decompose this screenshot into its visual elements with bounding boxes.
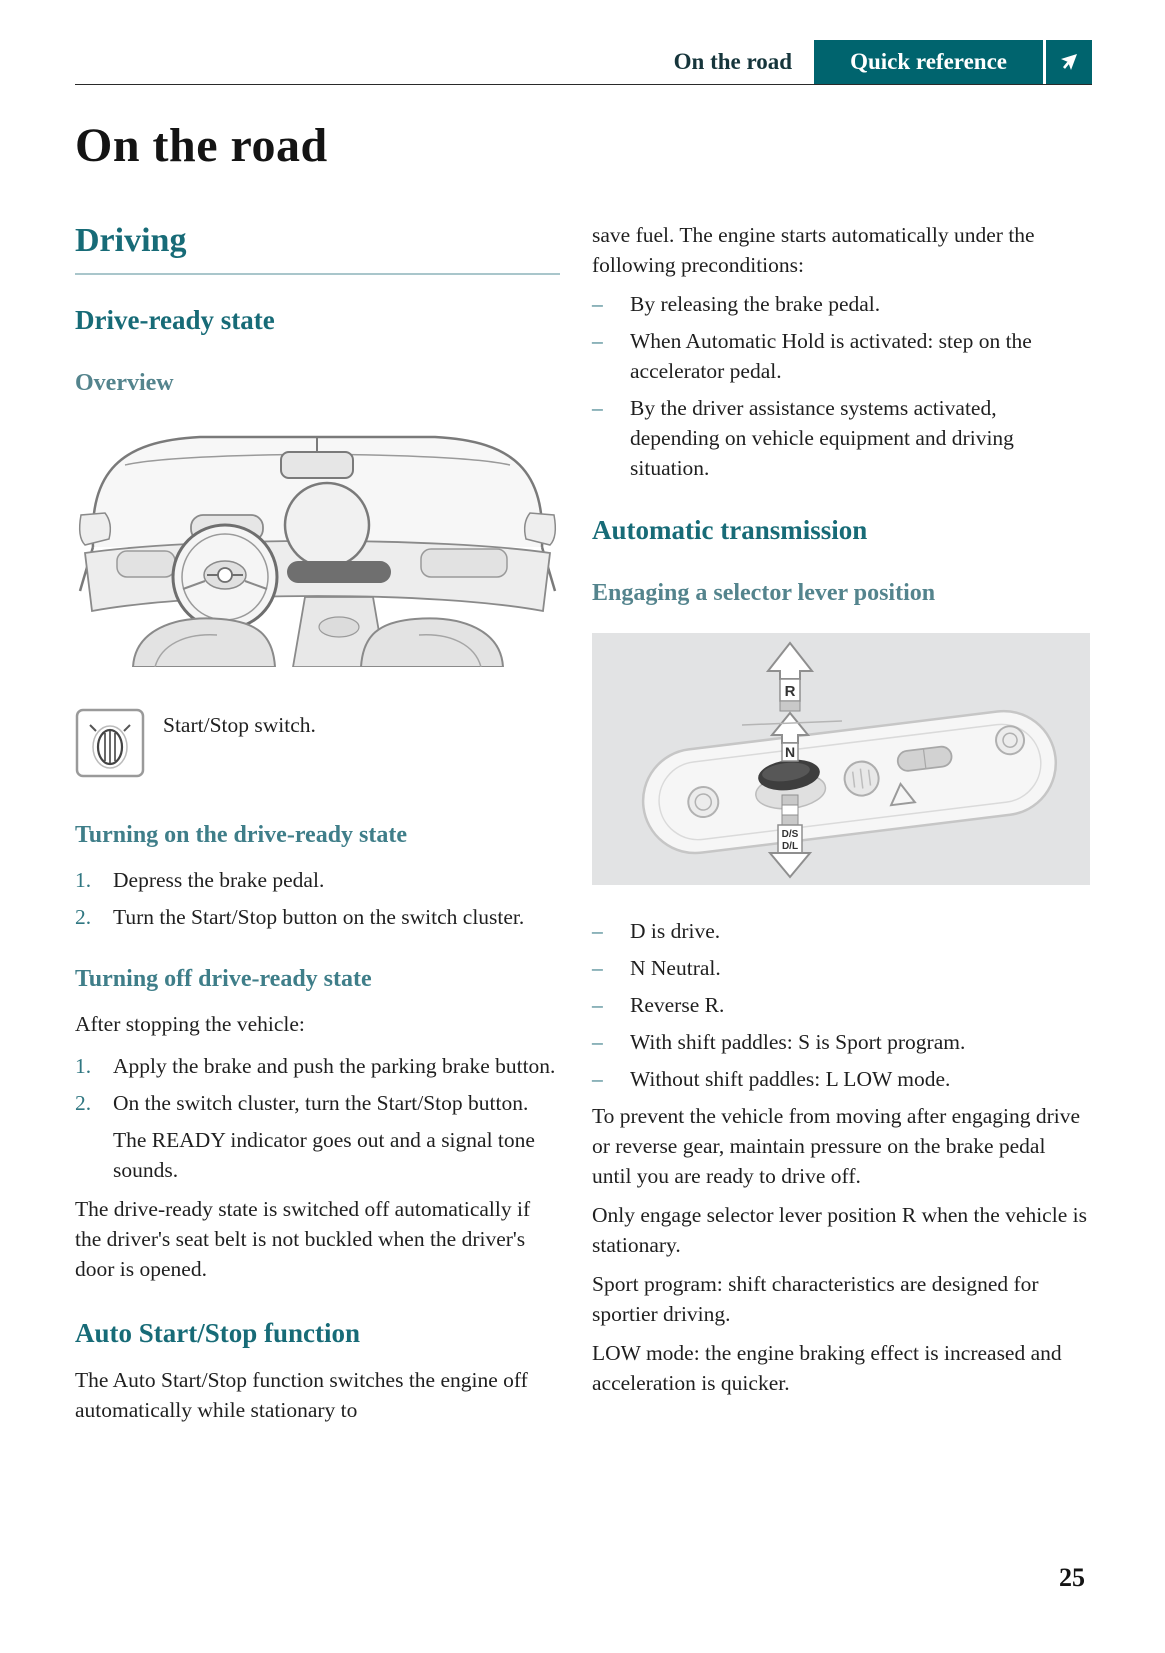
list-number: 2. xyxy=(75,1091,92,1115)
gear-list xyxy=(592,916,1090,1094)
page-header xyxy=(75,40,1092,84)
selector-label-ds: D/S xyxy=(781,829,799,840)
list-item xyxy=(592,326,1090,386)
list-item xyxy=(592,916,1090,946)
selector-label-r: R xyxy=(784,683,796,700)
selector-lever-illustration xyxy=(592,633,1090,885)
list-item xyxy=(592,289,1090,319)
list-text: Turn the Start/Stop button on the switch cluster. xyxy=(113,905,525,929)
list-text: Without shift paddles: L LOW mode. xyxy=(630,1067,951,1091)
dash-bullet: – xyxy=(592,292,603,316)
low-mode-paragraph: LOW mode: the engine braking effect is increased and acceleration is quicker. xyxy=(592,1341,1062,1395)
ready-indicator-note: The READY indicator goes out and a signal tone sounds. xyxy=(113,1128,535,1182)
list-item xyxy=(592,1027,1090,1057)
list-text: D is drive. xyxy=(630,919,721,943)
right-column xyxy=(592,220,1090,1434)
content-columns xyxy=(75,220,1090,1434)
list-item xyxy=(592,953,1090,983)
dash-bullet: – xyxy=(592,1030,603,1054)
header-section-label: On the road xyxy=(673,49,793,74)
start-stop-switch-icon xyxy=(75,708,145,778)
list-item xyxy=(75,902,560,932)
heading-turning-on: Turning on the drive-ready state xyxy=(75,822,408,848)
heading-auto-start-stop: Auto Start/Stop function xyxy=(75,1318,361,1348)
heading-driving: Driving xyxy=(75,222,560,275)
list-item xyxy=(75,1088,560,1118)
sport-program-paragraph: Sport program: shift characteristics are designed for sportier driving. xyxy=(592,1272,1039,1326)
list-item xyxy=(592,393,1090,483)
heading-overview: Overview xyxy=(75,370,174,396)
list-text: N Neutral. xyxy=(630,956,721,980)
start-stop-switch-caption: Start/Stop switch. xyxy=(163,713,316,737)
auto-start-stop-paragraph: The Auto Start/Stop function switches the engine off automatically while stationary to xyxy=(75,1368,528,1422)
dash-bullet: – xyxy=(592,329,603,353)
quick-reference-label: Quick reference xyxy=(850,49,1007,74)
left-column xyxy=(75,220,560,1434)
heading-engaging-selector: Engaging a selector lever position xyxy=(592,580,936,606)
list-item xyxy=(592,1064,1090,1094)
header-rule xyxy=(75,84,1092,85)
list-number: 1. xyxy=(75,868,92,892)
list-text: With shift paddles: S is Sport program. xyxy=(630,1030,966,1054)
list-text: Apply the brake and push the parking brake button. xyxy=(113,1054,556,1078)
auto-start-continuation: save fuel. The engine starts automatically under the following preconditions: xyxy=(592,223,1035,277)
list-text: On the switch cluster, turn the Start/Stop button. xyxy=(113,1091,529,1115)
page-number: 25 xyxy=(1059,1563,1085,1592)
preconditions-list xyxy=(592,289,1090,483)
quick-reference-icon-box[interactable] xyxy=(1046,40,1092,84)
quick-reference-banner[interactable] xyxy=(814,40,1092,84)
cockpit-illustration xyxy=(75,419,560,667)
cursor-arrow-icon xyxy=(1056,49,1082,75)
list-text: Reverse R. xyxy=(630,993,725,1017)
selector-label-dl: D/L xyxy=(781,841,799,852)
list-text: By releasing the brake pedal. xyxy=(630,292,881,316)
list-text: When Automatic Hold is activated: step on the accelerator pedal. xyxy=(630,329,1032,383)
reverse-stationary-paragraph: Only engage selector lever position R when the vehicle is stationary. xyxy=(592,1203,1087,1257)
dash-bullet: – xyxy=(592,396,603,420)
dash-bullet: – xyxy=(592,1067,603,1091)
page-title: On the road xyxy=(75,119,328,172)
turn-on-steps xyxy=(75,865,560,932)
turn-off-steps xyxy=(75,1051,560,1185)
prevent-moving-paragraph: To prevent the vehicle from moving after engaging drive or reverse gear, maintain pressure on the brake pedal until you are ready to drive off. xyxy=(592,1104,1081,1188)
list-item xyxy=(75,1051,560,1081)
list-text: By the driver assistance systems activated, depending on vehicle equipment and driving situation. xyxy=(630,396,1014,480)
dash-bullet: – xyxy=(592,993,603,1017)
dash-bullet: – xyxy=(592,956,603,980)
list-item xyxy=(592,990,1090,1020)
heading-turning-off: Turning off drive-ready state xyxy=(75,966,372,992)
list-number: 1. xyxy=(75,1054,92,1078)
heading-automatic-transmission: Automatic transmission xyxy=(592,515,868,545)
list-text: Depress the brake pedal. xyxy=(113,868,325,892)
selector-label-n: N xyxy=(784,744,796,760)
list-number: 2. xyxy=(75,905,92,929)
header-spacer xyxy=(75,40,674,84)
heading-drive-ready-state: Drive-ready state xyxy=(75,305,275,335)
after-stopping-text: After stopping the vehicle: xyxy=(75,1012,305,1036)
start-stop-switch-row xyxy=(75,708,560,778)
list-item xyxy=(75,865,560,895)
dash-bullet: – xyxy=(592,919,603,943)
quick-reference-label-box[interactable] xyxy=(814,40,1043,84)
auto-off-note: The drive-ready state is switched off automatically if the driver's seat belt is not buckled when the driver's door is opened. xyxy=(75,1197,531,1281)
